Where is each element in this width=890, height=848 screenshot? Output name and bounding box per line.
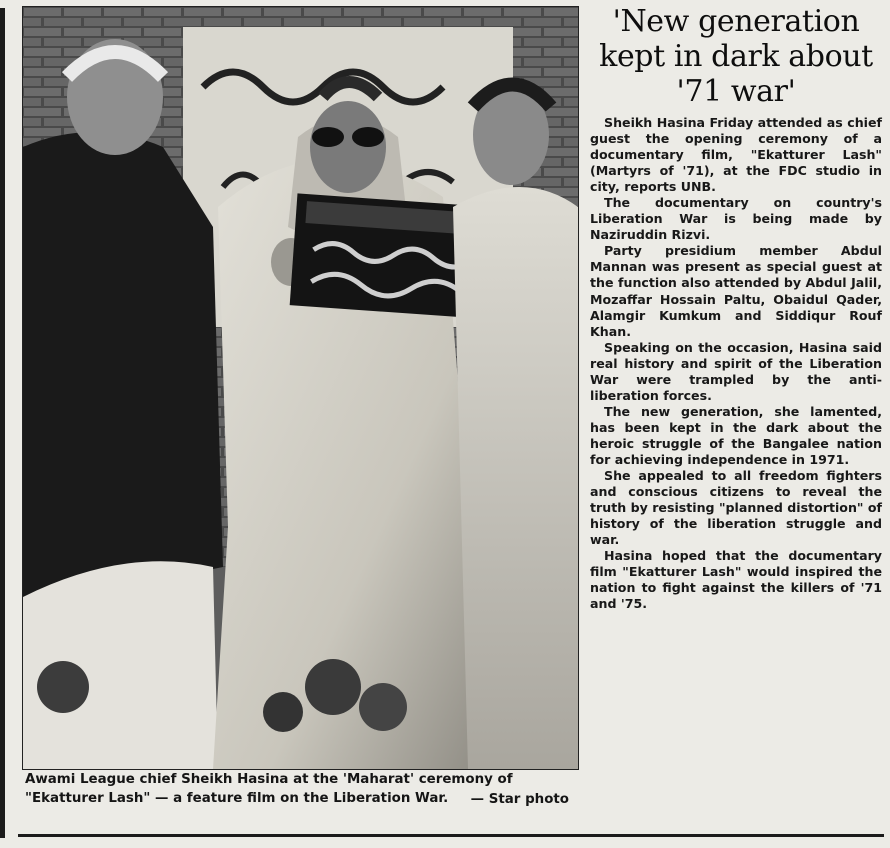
caption-text: Awami League chief Sheikh Hasina at the 'Maharat' ceremony of "Ekatturer Lash" — a feature film on the Liberation War. [25,772,513,806]
article [590,4,882,612]
paragraph: Party presidium member Abdul Mannan was present as special guest at the function also attended by Abdul Jalil, Mozaffar Hossain Paltu, Obaidul Qader, Alamgir Kumkum and Siddiqur Rouf Khan. [590,243,882,339]
paragraph: Hasina hoped that the documentary film "Ekatturer Lash" would inspired the nation to fight against the killers of '71 and '75. [590,548,882,612]
article-body [590,115,882,612]
paragraph: The new generation, she lamented, has been kept in the dark about the heroic struggle of the Bangalee nation for achieving independence in 1971. [590,403,882,467]
headline: 'New generation kept in dark about '71 war' [599,4,873,109]
paragraph: She appealed to all freedom fighters and conscious citizens to reveal the truth by resisting "planned distortion" of history of the liberation struggle and war. [590,468,882,548]
page-rule [18,834,884,837]
news-photo [22,6,579,770]
paragraph: Sheikh Hasina Friday attended as chief guest the opening ceremony of a documentary film, "Ekatturer Lash" (Martyrs of '71), at the FDC studio in city, reports UNB. [590,115,882,195]
column-rule [0,8,5,838]
photo-caption [25,770,575,808]
paragraph: Speaking on the occasion, Hasina said real history and spirit of the Liberation War were trampled by the anti-liberation forces. [590,339,882,403]
photo-credit: — Star photo [470,792,569,807]
paragraph: The documentary on country's Liberation War is being made by Naziruddin Rizvi. [590,195,882,243]
